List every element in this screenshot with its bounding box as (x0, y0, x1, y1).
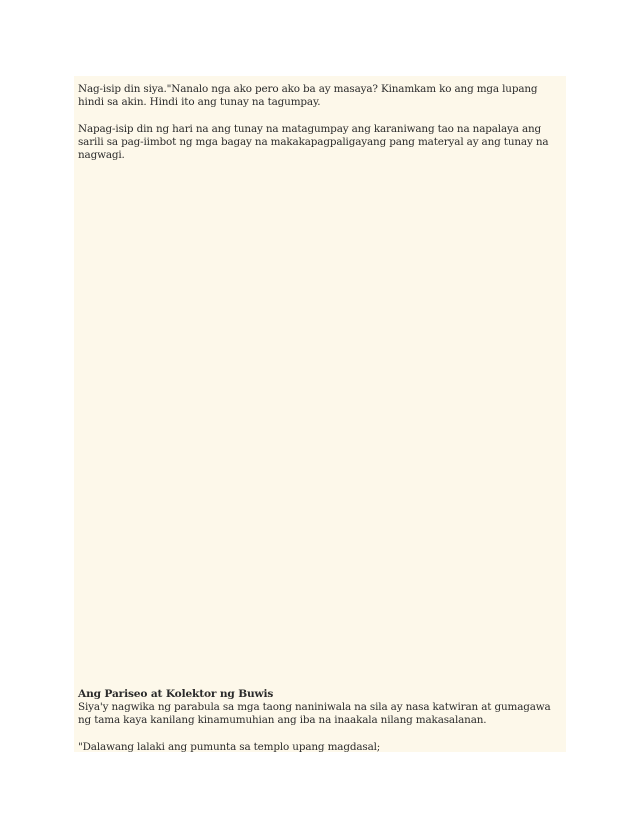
paragraph-true-victory: Napag-isip din ng hari na ang tunay na matagumpay ang karaniwang tao na napalaya ang sarili sa pag-iimbot ng mga bagay na makakapagpaligayang pang materyal ay ang tunay na nagwagi. (78, 123, 549, 161)
paragraph-parable-intro: Siya'y nagwika ng parabula sa mga taong naniniwala na sila ay nasa katwiran at gumagawa ng tama kaya kanilang kinamumuhian ang iba na inaakala nilang makasalanan. (78, 701, 551, 726)
section-heading: Ang Pariseo at Kolektor ng Buwis (78, 688, 274, 700)
paragraph-king-reflection: Nag-isip din siya."Nanalo nga ako pero ako ba ay masaya? Kinamkam ko ang mga lupang hindi sa akin. Hindi ito ang tunay na tagumpay. (78, 83, 538, 108)
document-page (74, 76, 566, 752)
paragraph-two-men: "Dalawang lalaki ang pumunta sa templo upang magdasal; (78, 741, 381, 753)
